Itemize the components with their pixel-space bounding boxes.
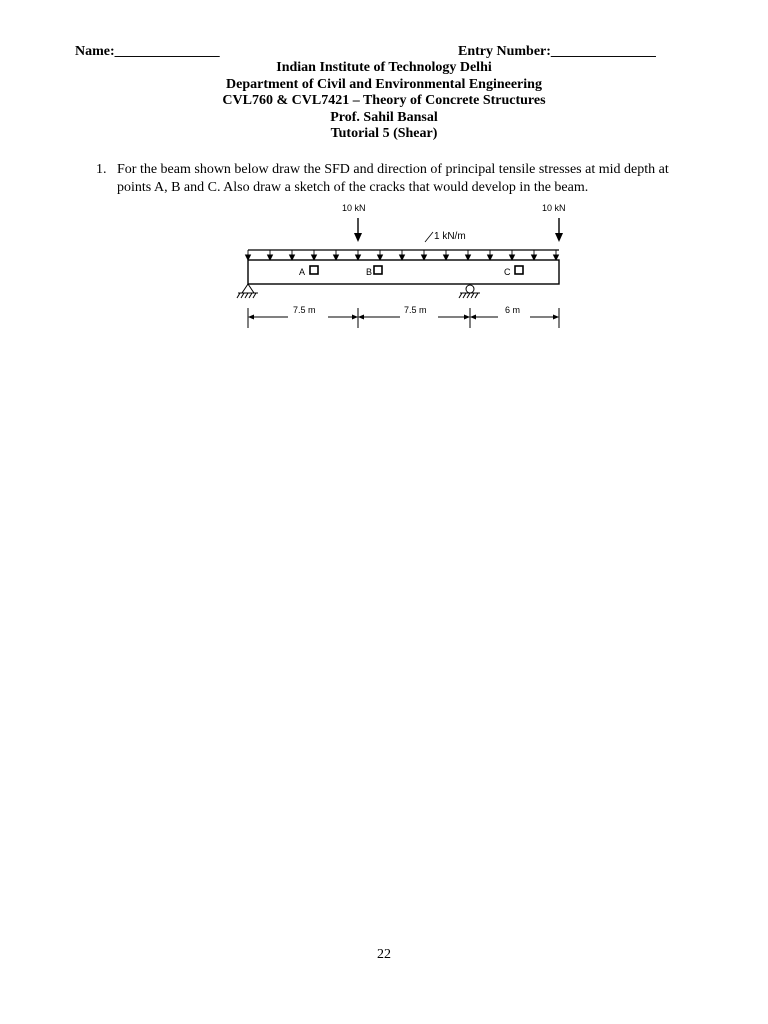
department-name: Department of Civil and Environmental Engineering xyxy=(226,76,542,92)
page-number: 22 xyxy=(377,947,391,962)
span-3-label: 6 m xyxy=(505,305,521,315)
name-field: Name:_______________ xyxy=(75,44,220,59)
point-a-marker xyxy=(310,266,318,274)
load-left-label: 10 kN xyxy=(342,203,366,213)
dimension-arrowheads xyxy=(248,315,559,320)
entry-number-field: Entry Number:_______________ xyxy=(458,44,656,59)
question-text: For the beam shown below draw the SFD and direction of principal tensile stresses at mid depth at points A, B and C. Also draw a sketch of the cracks that would develop in the beam. xyxy=(117,162,669,195)
span-1-label: 7.5 m xyxy=(293,305,316,315)
tutorial-title: Tutorial 5 (Shear) xyxy=(330,126,438,141)
point-c-marker xyxy=(515,266,523,274)
beam xyxy=(248,260,559,284)
question-number: 1. xyxy=(96,162,107,177)
point-a-label: A xyxy=(299,267,306,277)
roller-support xyxy=(459,285,480,298)
udl-arrows xyxy=(246,250,559,260)
udl-label: 1 kN/m xyxy=(434,231,466,242)
point-load-left-arrow xyxy=(354,218,362,242)
title-block xyxy=(0,60,768,143)
span-2-label: 7.5 m xyxy=(404,305,427,315)
point-c-label: C xyxy=(504,267,511,277)
load-right-label: 10 kN xyxy=(542,203,566,213)
udl-leader-line xyxy=(425,232,433,242)
course-title: CVL760 & CVL7421 – Theory of Concrete Structures xyxy=(222,93,546,108)
point-b-marker xyxy=(374,266,382,274)
beam-figure xyxy=(232,196,572,332)
point-load-right-arrow xyxy=(555,218,563,242)
institute-name: Indian Institute of Technology Delhi xyxy=(276,60,492,75)
beam-diagram xyxy=(232,196,572,332)
point-b-label: B xyxy=(366,267,373,277)
pin-support-left xyxy=(237,284,258,298)
professor-name: Prof. Sahil Bansal xyxy=(330,109,438,125)
